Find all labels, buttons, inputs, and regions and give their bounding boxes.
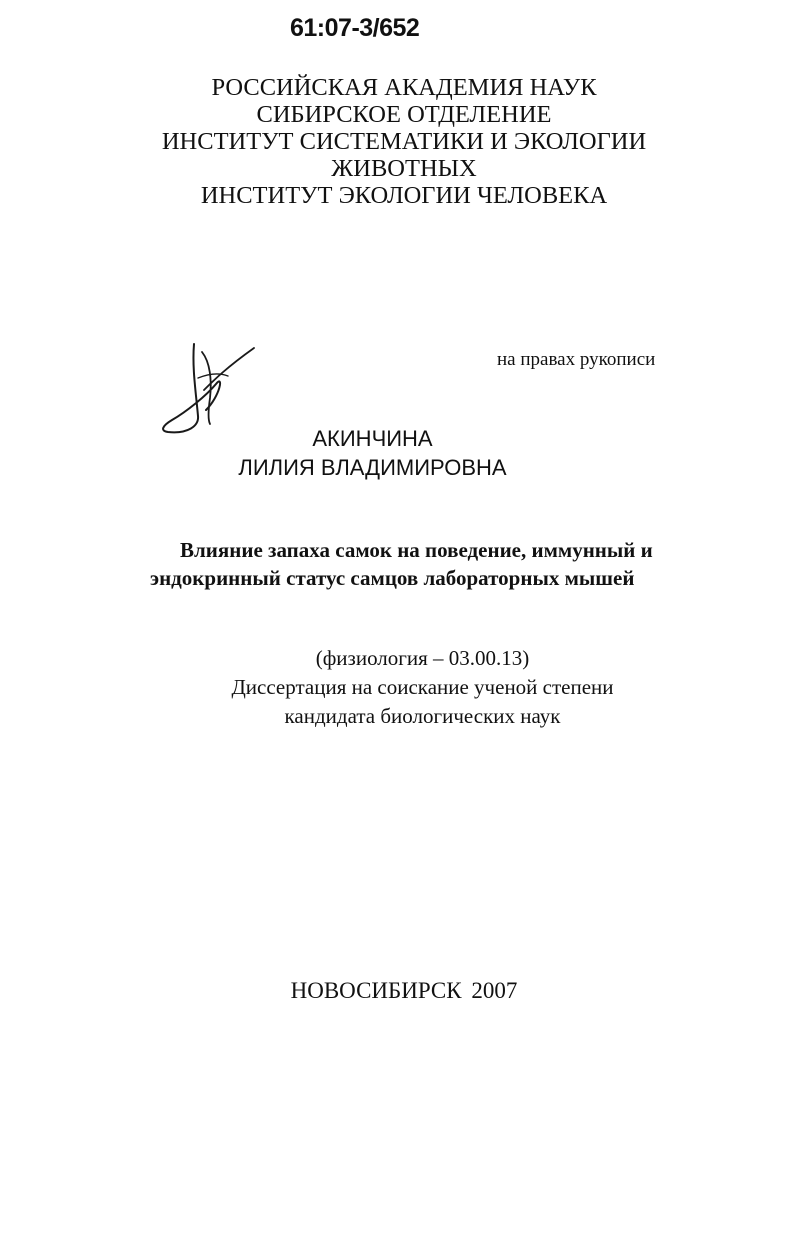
- specialty-field: (физиология – 03.00.13): [315, 646, 530, 670]
- dissertation-title: [150, 536, 710, 592]
- institution-line-human-ecology: ИНСТИТУТ ЭКОЛОГИИ ЧЕЛОВЕКА: [200, 182, 608, 209]
- title-line-2: эндокринный статус самцов лабораторных мышей: [150, 566, 635, 590]
- title-line-1: Влияние запаха самок на поведение, иммунный и: [180, 538, 653, 562]
- degree-line-1: Диссертация на соискание ученой степени: [231, 675, 614, 699]
- manuscript-rights-note: на правах рукописи: [497, 349, 656, 370]
- institution-line-academy: РОССИЙСКАЯ АКАДЕМИЯ НАУК: [211, 74, 597, 101]
- institution-line-branch: СИБИРСКОЕ ОТДЕЛЕНИЕ: [256, 101, 552, 128]
- specialty-block: [0, 644, 795, 731]
- institution-block: [0, 74, 795, 209]
- archive-stamp-code: 61:07-3/652: [290, 14, 420, 42]
- degree-line-2: кандидата биологических наук: [284, 704, 561, 728]
- author-surname: АКИНЧИНА: [312, 426, 433, 451]
- author-given-names: ЛИЛИЯ ВЛАДИМИРОВНА: [238, 455, 507, 480]
- author-block: [0, 424, 745, 482]
- institution-line-animals: ЖИВОТНЫХ: [331, 155, 477, 182]
- institution-line-systematics: ИНСТИТУТ СИСТЕМАТИКИ И ЭКОЛОГИИ: [161, 128, 647, 155]
- city-year: НОВОСИБИРСК 2007: [290, 978, 518, 1003]
